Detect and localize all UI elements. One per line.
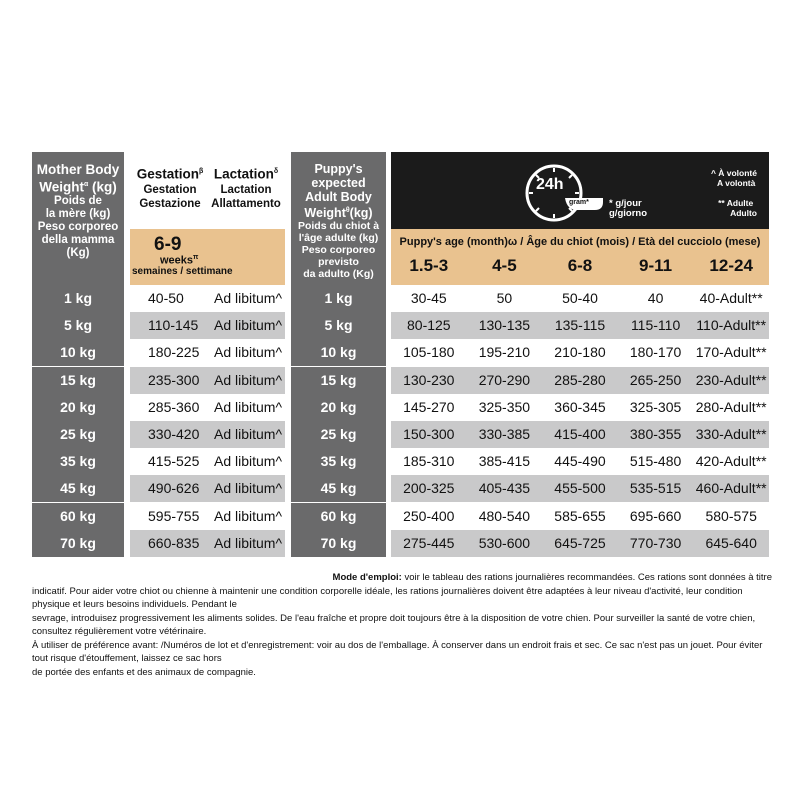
age-cell: 50-40 xyxy=(562,290,598,306)
usage-notes: Mode d'emploi: voir le tableau des rations journalières recommandées. Ces rations sont données à titre indicatif. Pour aider votre chiot ou chienne à maintenir une condition corporelle idéale, les rations journalières doivent être adaptées à leur niveau d'activité, leur condition physique et leurs besoins individuels. Pendant le sevrage, introduisez progressivement les aliments solides. De l'eau fraîche et propre doit toujours être à la disposition de votre chien. Pour surveiller la santé de votre chien, consultez régulièrement votre vétérinaire. À utiliser de préférence avant: /Numéros de lot et d'enregistrement: voir au dos de l'emballage. À conserver dans un endroit frais et sec. Ce sac n'est pas un jouet. Pour éviter tout risque d'étouffement, laissez ce sac hors de portée des enfants et des animaux de compagnie. xyxy=(32,572,772,678)
header-weeks: 6-9 weeks$^\pi$ semaines / settimane xyxy=(130,229,285,285)
age-cell: 695-660 xyxy=(629,507,682,524)
age-cell: 535-515 xyxy=(629,480,682,497)
age-cell: 145-270 xyxy=(403,398,455,415)
mother-weight-cell: 25 kg xyxy=(32,421,124,448)
age-cell: 515-480 xyxy=(629,453,682,470)
puppy-weight-cell: 10 kg xyxy=(291,339,386,366)
header-lactation: Lactation$^\delta$ Lactation Allattamento xyxy=(211,166,281,210)
mother-weight-cell: 35 kg xyxy=(32,448,124,475)
lactation-cell: Ad libitum^ xyxy=(214,453,283,470)
age-cell: 135-115 xyxy=(554,317,606,334)
age-cell: 130-135 xyxy=(478,317,531,334)
gestation-cell: 660-835 xyxy=(148,534,200,551)
age-cell: 455-500 xyxy=(554,480,606,497)
legend-adult: ** Adulte Adulto xyxy=(718,198,757,218)
puppy-weight-cell: 70 kg xyxy=(291,530,386,557)
gestation-cell: 40-50 xyxy=(148,290,184,306)
age-cell: 170-Adult** xyxy=(695,344,767,361)
gram-badge: gram* xyxy=(569,199,589,206)
age-cell: 645-725 xyxy=(554,534,606,551)
age-cell: 115-110 xyxy=(630,317,681,334)
age-col-4: 9-11 xyxy=(639,256,673,275)
age-cell: 150-300 xyxy=(403,426,455,442)
age-cell: 770-730 xyxy=(629,534,682,551)
age-cell: 420-Adult** xyxy=(695,453,767,470)
age-columns xyxy=(391,256,769,276)
age-cell: 405-435 xyxy=(478,480,531,497)
age-cell: 265-250 xyxy=(629,371,682,388)
age-cell: 130-230 xyxy=(403,371,455,388)
age-cell: 50 xyxy=(496,290,513,306)
age-cell: 230-Adult** xyxy=(695,371,767,388)
age-cell: 645-640 xyxy=(705,534,757,551)
age-cell: 380-355 xyxy=(629,426,682,442)
gestation-cell: 595-755 xyxy=(148,507,200,524)
lactation-cell: Ad libitum^ xyxy=(214,534,283,551)
lactation-cell: Ad libitum^ xyxy=(214,344,283,361)
header-gestation: Gestation$^\beta$ Gestation Gestazione xyxy=(136,166,204,210)
age-col-5: 12-24 xyxy=(709,256,753,275)
age-cell: 325-350 xyxy=(478,398,531,415)
age-cell: 250-400 xyxy=(403,507,455,524)
age-cell: 185-310 xyxy=(403,453,455,470)
header-puppy-weight: Puppy's expected Adult Body Weight$^\theta$(kg) Poids du chiot à l'âge adulte (kg) Peso corporeo previsto da adulto (Kg) xyxy=(291,152,386,285)
puppy-weight-cell: 5 kg xyxy=(291,312,386,339)
age-cell: 80-125 xyxy=(407,317,451,334)
legend-ad-libitum: ^ À volonté A volontà xyxy=(710,168,757,188)
lactation-cell: Ad libitum^ xyxy=(214,371,283,388)
age-cell: 280-Adult** xyxy=(695,398,767,415)
age-cell: 330-385 xyxy=(478,426,531,442)
header-puppy-age xyxy=(391,229,769,285)
mother-weight-cell: 45 kg xyxy=(32,475,124,502)
lactation-cell: Ad libitum^ xyxy=(214,426,283,442)
age-col-1: 1.5-3 xyxy=(409,256,449,275)
age-cell: 530-600 xyxy=(478,534,531,551)
gestation-cell: 110-145 xyxy=(148,317,199,334)
age-cell: 385-415 xyxy=(478,453,531,470)
puppy-weight-cell: 45 kg xyxy=(291,475,386,502)
age-cell: 110-Adult** xyxy=(696,317,767,334)
puppy-weight-cell: 25 kg xyxy=(291,421,386,448)
header-gestation-lactation xyxy=(130,152,285,229)
age-cell: 200-325 xyxy=(403,480,455,497)
gestation-cell: 285-360 xyxy=(148,398,200,415)
mother-weight-cell: 10 kg xyxy=(32,339,124,366)
age-cell: 460-Adult** xyxy=(695,480,767,497)
age-cell: 325-305 xyxy=(629,398,682,415)
mother-weight-cell: 15 kg xyxy=(32,367,124,394)
puppy-weight-cell: 1 kg xyxy=(291,285,386,312)
age-cell: 330-Adult** xyxy=(695,426,767,442)
age-cell: 195-210 xyxy=(478,344,531,361)
gestation-cell: 490-626 xyxy=(148,480,200,497)
age-cell: 285-280 xyxy=(554,371,606,388)
lactation-cell: Ad libitum^ xyxy=(214,507,283,524)
age-title: Puppy's age (month)ω / Âge du chiot (mois) / Età del cucciolo (mese) xyxy=(399,236,761,248)
age-cell: 180-170 xyxy=(629,344,682,361)
age-cell: 585-655 xyxy=(554,507,606,524)
age-cell: 105-180 xyxy=(403,344,455,361)
gestation-cell: 235-300 xyxy=(148,371,200,388)
mother-weight-cell: 70 kg xyxy=(32,530,124,557)
age-cell: 445-490 xyxy=(554,453,606,470)
age-cell: 360-345 xyxy=(554,398,606,415)
age-cell: 415-400 xyxy=(554,426,606,442)
age-col-3: 6-8 xyxy=(567,256,593,275)
age-cell: 480-540 xyxy=(478,507,531,524)
age-col-2: 4-5 xyxy=(492,256,517,275)
gestation-cell: 180-225 xyxy=(148,344,200,361)
age-cell: 210-180 xyxy=(554,344,606,361)
header-mother-weight: Mother Body Weight$^\alpha$ (kg) Poids de la mère (kg) Peso corporeo della mamma (Kg) xyxy=(32,152,124,285)
clock-label: 24h xyxy=(536,176,564,193)
mother-weight-cell: 20 kg xyxy=(32,394,124,421)
puppy-weight-cell: 35 kg xyxy=(291,448,386,475)
gestation-cell: 415-525 xyxy=(148,453,200,470)
header-daily-ration xyxy=(391,152,769,229)
lactation-cell: Ad libitum^ xyxy=(214,480,283,497)
gestation-cell: 330-420 xyxy=(148,426,200,442)
lactation-cell: Ad libitum^ xyxy=(214,290,283,306)
age-cell: 580-575 xyxy=(705,507,757,524)
age-cell: 40-Adult** xyxy=(699,290,763,306)
lactation-cell: Ad libitum^ xyxy=(214,317,283,334)
mother-weight-cell: 1 kg xyxy=(32,285,124,312)
mother-weight-cell: 60 kg xyxy=(32,503,124,530)
puppy-weight-cell: 60 kg xyxy=(291,503,386,530)
age-cell: 270-290 xyxy=(478,371,531,388)
puppy-weight-cell: 15 kg xyxy=(291,367,386,394)
mother-weight-cell: 5 kg xyxy=(32,312,124,339)
age-cell: 40 xyxy=(647,290,664,306)
gram-unit: * g/jour g/giorno xyxy=(609,198,647,219)
age-cell: 30-45 xyxy=(410,290,447,306)
puppy-weight-cell: 20 kg xyxy=(291,394,386,421)
age-cell: 275-445 xyxy=(403,534,455,551)
lactation-cell: Ad libitum^ xyxy=(214,398,283,415)
